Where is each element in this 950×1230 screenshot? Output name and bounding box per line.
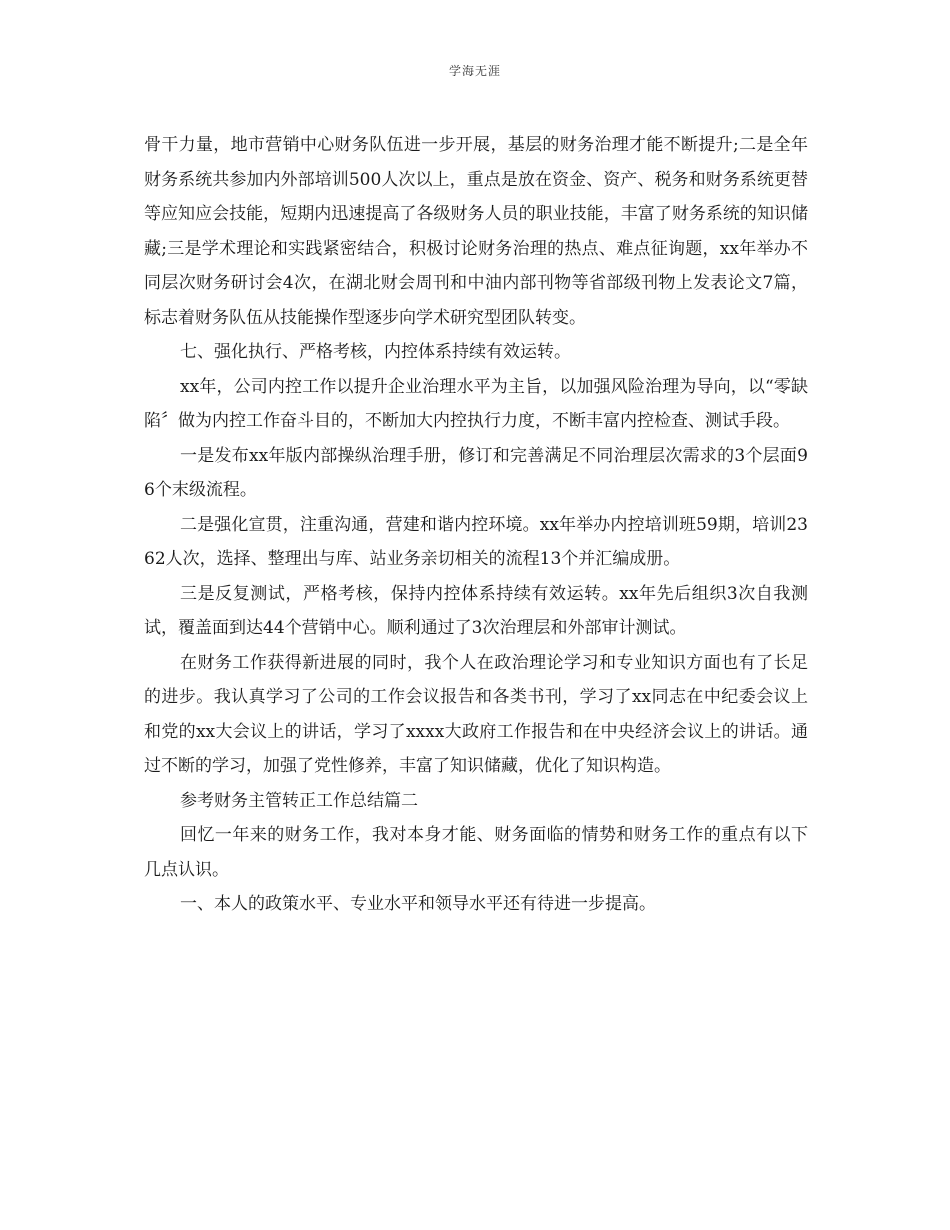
paragraph-5: 二是强化宣贯，注重沟通，营建和谐内控环境。xx年举办内控培训班59期，培训2362人次，选择、整理出与库、站业务亲切相关的流程13个并汇编成册。 <box>144 514 808 569</box>
paragraph-3: xx年，公司内控工作以提升企业治理水平为主旨，以加强风险治理为导向，以“零缺陷〞做为内控工作奋斗目的，不断加大内控执行力度，不断丰富内控检查、测试手段。 <box>144 376 808 431</box>
paragraph-4: 一是发布xx年版内部操纵治理手册，修订和完善满足不同治理层次需求的3个层面96个末级流程。 <box>144 445 808 500</box>
page-header: 学海无涯 <box>448 64 501 78</box>
paragraph-1: 骨干力量，地市营销中心财务队伍进一步开展，基层的财务治理才能不断提升;二是全年财务系统共参加内外部培训500人次以上，重点是放在资金、资产、税务和财务系统更替等应知应会技能，短期内迅速提高了各级财务人员的职业技能，丰富了财务系统的知识储藏;三是学术理论和实践紧密结合，积极讨论财务治理的热点、难点征询题，xx年举办不同层次财务研讨会4次，在湖北财会周刊和中油内部刊物等省部级刊物上发表论文7篇，标志着财务队伍从技能操作型逐步向学术研究型团队转变。 <box>144 135 808 328</box>
paragraph-10: 一、本人的政策水平、专业水平和领导水平还有待进一步提高。 <box>180 894 656 914</box>
paragraph-2-section-heading: 七、强化执行、严格考核，内控体系持续有效运转。 <box>180 342 571 362</box>
paragraph-9: 回忆一年来的财务工作，我对本身才能、财务面临的情势和财务工作的重点有以下几点认识。 <box>144 825 808 880</box>
paragraph-7: 在财务工作获得新进展的同时，我个人在政治理论学习和专业知识方面也有了长足的进步。我认真学习了公司的工作会议报告和各类书刊，学习了xx同志在中纪委会议上和党的xx大会议上的讲话，学习了xxxx大政府工作报告和在中央经济会议上的讲话。通过不断的学习，加强了党性修养，丰富了知识储藏，优化了知识构造。 <box>144 652 808 776</box>
document-body <box>144 128 808 922</box>
paragraph-8-article-title: 参考财务主管转正工作总结篇二 <box>180 790 418 811</box>
paragraph-6: 三是反复测试，严格考核，保持内控体系持续有效运转。xx年先后组织3次自我测试，覆盖面到达44个营销中心。顺利通过了3次治理层和外部审计测试。 <box>144 583 808 638</box>
